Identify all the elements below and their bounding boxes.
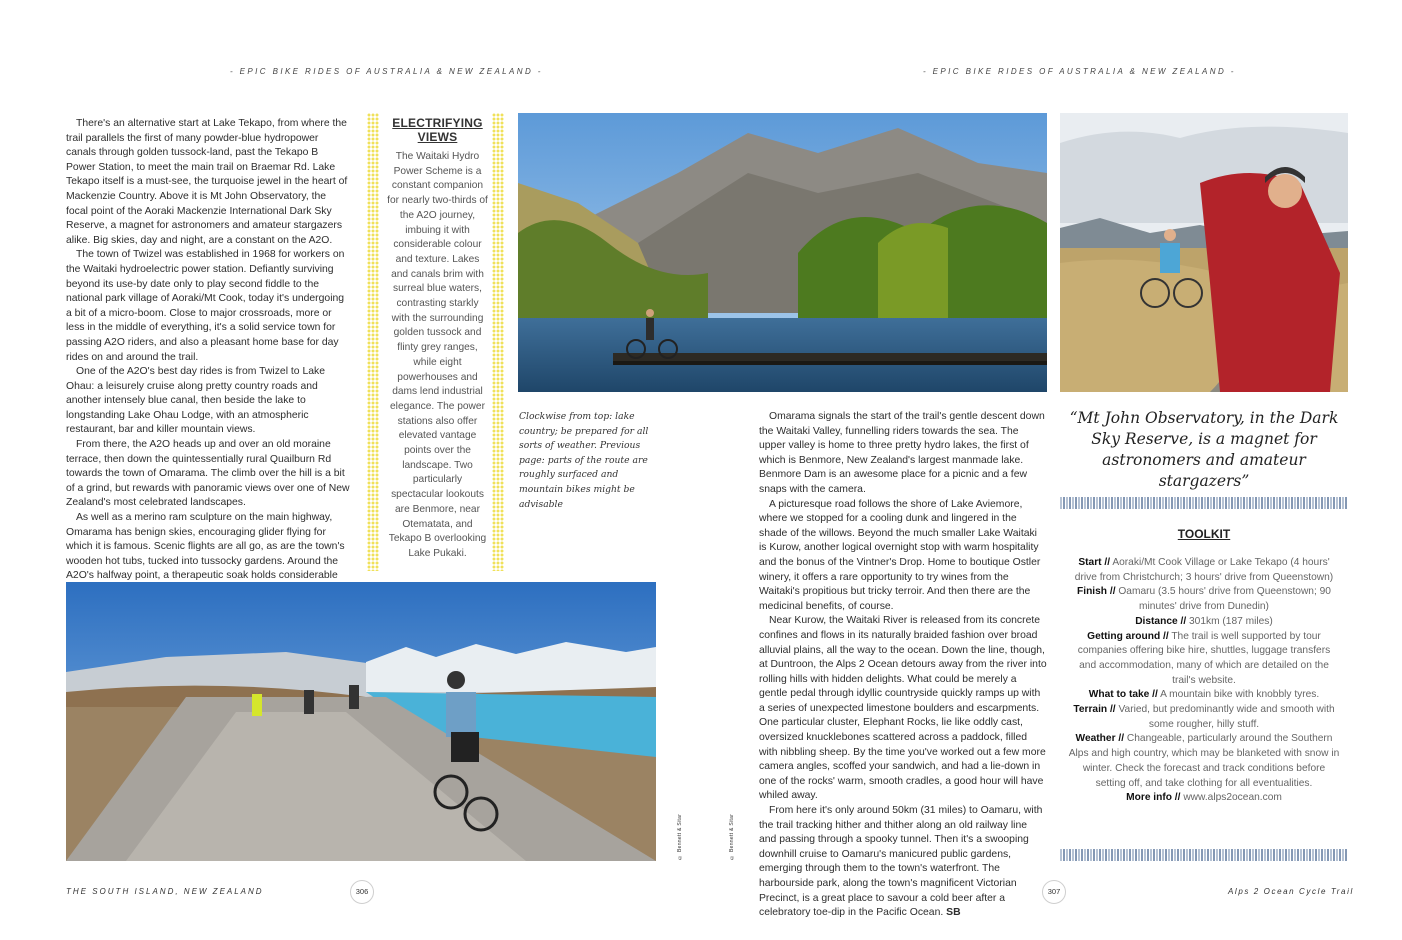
lake-jetty-image bbox=[518, 113, 1047, 392]
footer-trail-title: Alps 2 Ocean Cycle Trail bbox=[1228, 887, 1354, 896]
toolkit-value: Aoraki/Mt Cook Village or Lake Tekapo (4 hours' drive from Christchurch; 3 hours' drive from Queenstown) bbox=[1074, 557, 1334, 583]
right-final-paragraph: From here it's only around 50km (31 miles) to Oamaru, with the trail tracking hither and thither along an old railway line and passing through a spooky tunnel. Then it's a swooping downhill cruise to Oamaru's manicured public gardens, emerging through them to the town's waterfront. The harbourside park, along the town's magnificent Victorian Precinct, is a great place to savour a cold beer after a celebratory toe-dip in the Pacific Ocean. bbox=[759, 805, 1043, 919]
photo-caption: Clockwise from top: lake country; be prepared for all sorts of weather. Previous page: parts of the route are roughly surfaced and mountain bikes might be advisable bbox=[519, 411, 649, 510]
toolkit-value: Changeable, particularly around the Southern Alps and high country, which may be blanketed with snow in winter. Check the forecast and track conditions before setting off, and take clothing for all eventualities. bbox=[1068, 733, 1340, 789]
page-number-left: 306 bbox=[350, 880, 374, 904]
toolkit-item-more-info bbox=[1068, 791, 1340, 806]
toolkit-item-start bbox=[1068, 556, 1340, 585]
toolkit-item-terrain bbox=[1068, 703, 1340, 732]
toolkit-label: Weather // bbox=[1075, 733, 1125, 745]
decorative-stripe-bottom bbox=[1060, 849, 1348, 861]
toolkit-value: Oamaru (3.5 hours' drive from Queenstown; 90 minutes' drive from Dunedin) bbox=[1118, 586, 1331, 613]
toolkit-list bbox=[1068, 556, 1340, 806]
toolkit-label: Terrain // bbox=[1073, 704, 1116, 716]
toolkit-value: A mountain bike with knobbly tyres. bbox=[1160, 689, 1320, 701]
toolkit-value: 301km (187 miles) bbox=[1189, 615, 1273, 627]
toolkit-label: More info // bbox=[1126, 792, 1181, 804]
photo-cyclists-tussock bbox=[1060, 113, 1348, 392]
page-number-right: 307 bbox=[1042, 880, 1066, 904]
toolkit-item-getting-around bbox=[1068, 630, 1340, 689]
left-body-text bbox=[66, 117, 350, 599]
sidebar-border-left bbox=[367, 113, 379, 571]
footer-section-title: THE SOUTH ISLAND, NEW ZEALAND bbox=[66, 887, 264, 896]
sidebar-border-right bbox=[492, 113, 504, 571]
left-paragraph: One of the A2O's best day rides is from Twizel to Lake Ohau: a leisurely cruise along pretty country roads and another intensely blue canal, then beside the lake to longstanding Lake Ohau Lodge, with an atmospheric restaurant, bar and killer mountain views. bbox=[66, 366, 325, 436]
toolkit-item-what-to-take bbox=[1068, 688, 1340, 703]
sidebar-text: The Waitaki Hydro Power Scheme is a constant companion for nearly two-thirds of the A2O journey, imbuing it with considerable colour and texture. Lakes and canals brim with surreal blue waters, contrasting starkly with the surrounding golden tussock and flinty grey ranges, while eight powerhouses and dams lend industrial elegance. The power stations also offer elevated vantage points over the landscape. Two particularly spectacular lookouts are Benmore, near Otematata, and Tekapo B overlooking Lake Pukaki. bbox=[387, 151, 488, 559]
toolkit-title: TOOLKIT bbox=[1177, 527, 1231, 541]
left-paragraph: There's an alternative start at Lake Tekapo, from where the trail parallels the first of many powder-blue hydropower canals through golden tussock-land, past the Tekapo B Power Station, to meet the main trail on Braemar Rd. Lake Tekapo itself is a must-see, the turquoise jewel in the heart of Mackenzie Country. Above it is Mt John Observatory, the focal point of the Aoraki Mackenzie International Dark Sky Reserve, a magnet for astronomers and amateur stargazers alike. Big skies, day and night, are a constant on the A2O. bbox=[66, 118, 348, 246]
left-paragraph: From there, the A2O heads up and over an old moraine terrace, then down the quintessentially rural Quailburn Rd towards the town of Omarama. The climb over the hill is a bit of a grind, but rewards with panoramic views over one of New Zealand's most celebrated landscapes. bbox=[66, 439, 350, 509]
photo-credit-right: © Bennett & Sitar bbox=[729, 813, 735, 860]
toolkit-label: Start // bbox=[1078, 557, 1111, 568]
toolkit-label: What to take // bbox=[1088, 689, 1158, 701]
running-head-left: - EPIC BIKE RIDES OF AUSTRALIA & NEW ZEALAND - bbox=[230, 67, 543, 76]
running-head-right: - EPIC BIKE RIDES OF AUSTRALIA & NEW ZEALAND - bbox=[923, 67, 1236, 76]
toolkit-item-finish bbox=[1068, 585, 1340, 614]
canal-ride-image bbox=[66, 582, 656, 861]
left-paragraph: As well as a merino ram sculpture on the main highway, Omarama has benign skies, encouraging glider flying for which it is famous. Scenic flights are all go, as are the town's wooden hot tubs, tucked into tussocky gardens. Around the A2O's halfway point, a therapeutic soak holds considerable bbox=[66, 512, 345, 582]
photo-canal-ride bbox=[66, 582, 656, 861]
toolkit-item-weather bbox=[1068, 732, 1340, 791]
toolkit-label: Getting around // bbox=[1087, 630, 1169, 642]
sidebar-title: ELECTRIFYING VIEWS bbox=[392, 116, 483, 144]
sidebar-box bbox=[386, 116, 489, 562]
left-paragraph: The town of Twizel was established in 1968 for workers on the Waitaki hydroelectric power station. Defiantly surviving beyond its use-by date only to play second fiddle to the national park village of Aoraki/Mt Cook, today it's undergoing a bit of a micro-boom. Close to major crossroads, more or less in the middle of everything, it's a solid service town for passing A2O riders, and also a pleasant home base for day rides on and around the trail. bbox=[66, 249, 345, 363]
right-paragraph: Near Kurow, the Waitaki River is released from its concrete confines and flows in its naturally braided fashion over broad alluvial plains, all the way to the ocean. Down the line, though, at Duntroon, the Alps 2 Ocean detours away from the river into rolling hills with hidden delights. What could be merely a gentle pedal through idyllic countryside quickly ramps up with a series of unexpected limestone boulders and escarpments. One particular cluster, Elephant Rocks, lie like oddly cast, oversized knucklebones scattered across a paddock, filled with nibbling sheep. By the time you've worked out a few more camera angles, scoffed your sandwich, and had a lie-down in one of the rocks' warm, smooth cradles, a good hour will have whiled away. bbox=[759, 615, 1047, 802]
right-body-text bbox=[759, 410, 1047, 921]
toolkit-value: The trail is well supported by tour companies offering bike hire, shuttles, luggage transfers and accommodation, many of which are detailed on the trail's website. bbox=[1077, 630, 1331, 686]
toolkit-value-link[interactable]: www.alps2ocean.com bbox=[1183, 792, 1282, 804]
cyclists-tussock-image bbox=[1060, 113, 1348, 392]
photo-lake-jetty bbox=[518, 113, 1047, 392]
toolkit-item-distance bbox=[1068, 615, 1340, 630]
toolkit-label: Finish // bbox=[1077, 586, 1116, 598]
right-paragraph bbox=[759, 804, 1047, 921]
right-paragraph: A picturesque road follows the shore of Lake Aviemore, where we stopped for a cooling dunk and lingered in the shade of the willows. Beyond the much smaller Lake Waitaki is Kurow, another logical overnight stop with warm hospitality and the bonus of the Vintner's Drop. Home to boutique Ostler winery, it offers a rare opportunity to try wines from the Waitaki's propitious but tricky terroir. And then there are the medicinal benefits, of course. bbox=[759, 498, 1041, 612]
photo-credit-left: © Bennett & Sitar bbox=[677, 813, 683, 860]
toolkit-label: Distance // bbox=[1135, 615, 1187, 627]
decorative-stripe-top bbox=[1060, 497, 1348, 509]
pull-quote: “Mt John Observatory, in the Dark Sky Reserve, is a magnet for astronomers and amateur stargazers” bbox=[1069, 409, 1339, 490]
toolkit-value: Varied, but predominantly wide and smooth with some rougher, hilly stuff. bbox=[1118, 704, 1335, 730]
right-paragraph: Omarama signals the start of the trail's gentle descent down the Waitaki Valley, funnelling riders towards the sea. The upper valley is home to three pretty hydro lakes, the first of which is Benmore, New Zealand's largest manmade lake. Benmore Dam is an awesome place for a picnic and a few snaps with the camera. bbox=[759, 411, 1045, 495]
author-signoff: SB bbox=[946, 907, 961, 919]
